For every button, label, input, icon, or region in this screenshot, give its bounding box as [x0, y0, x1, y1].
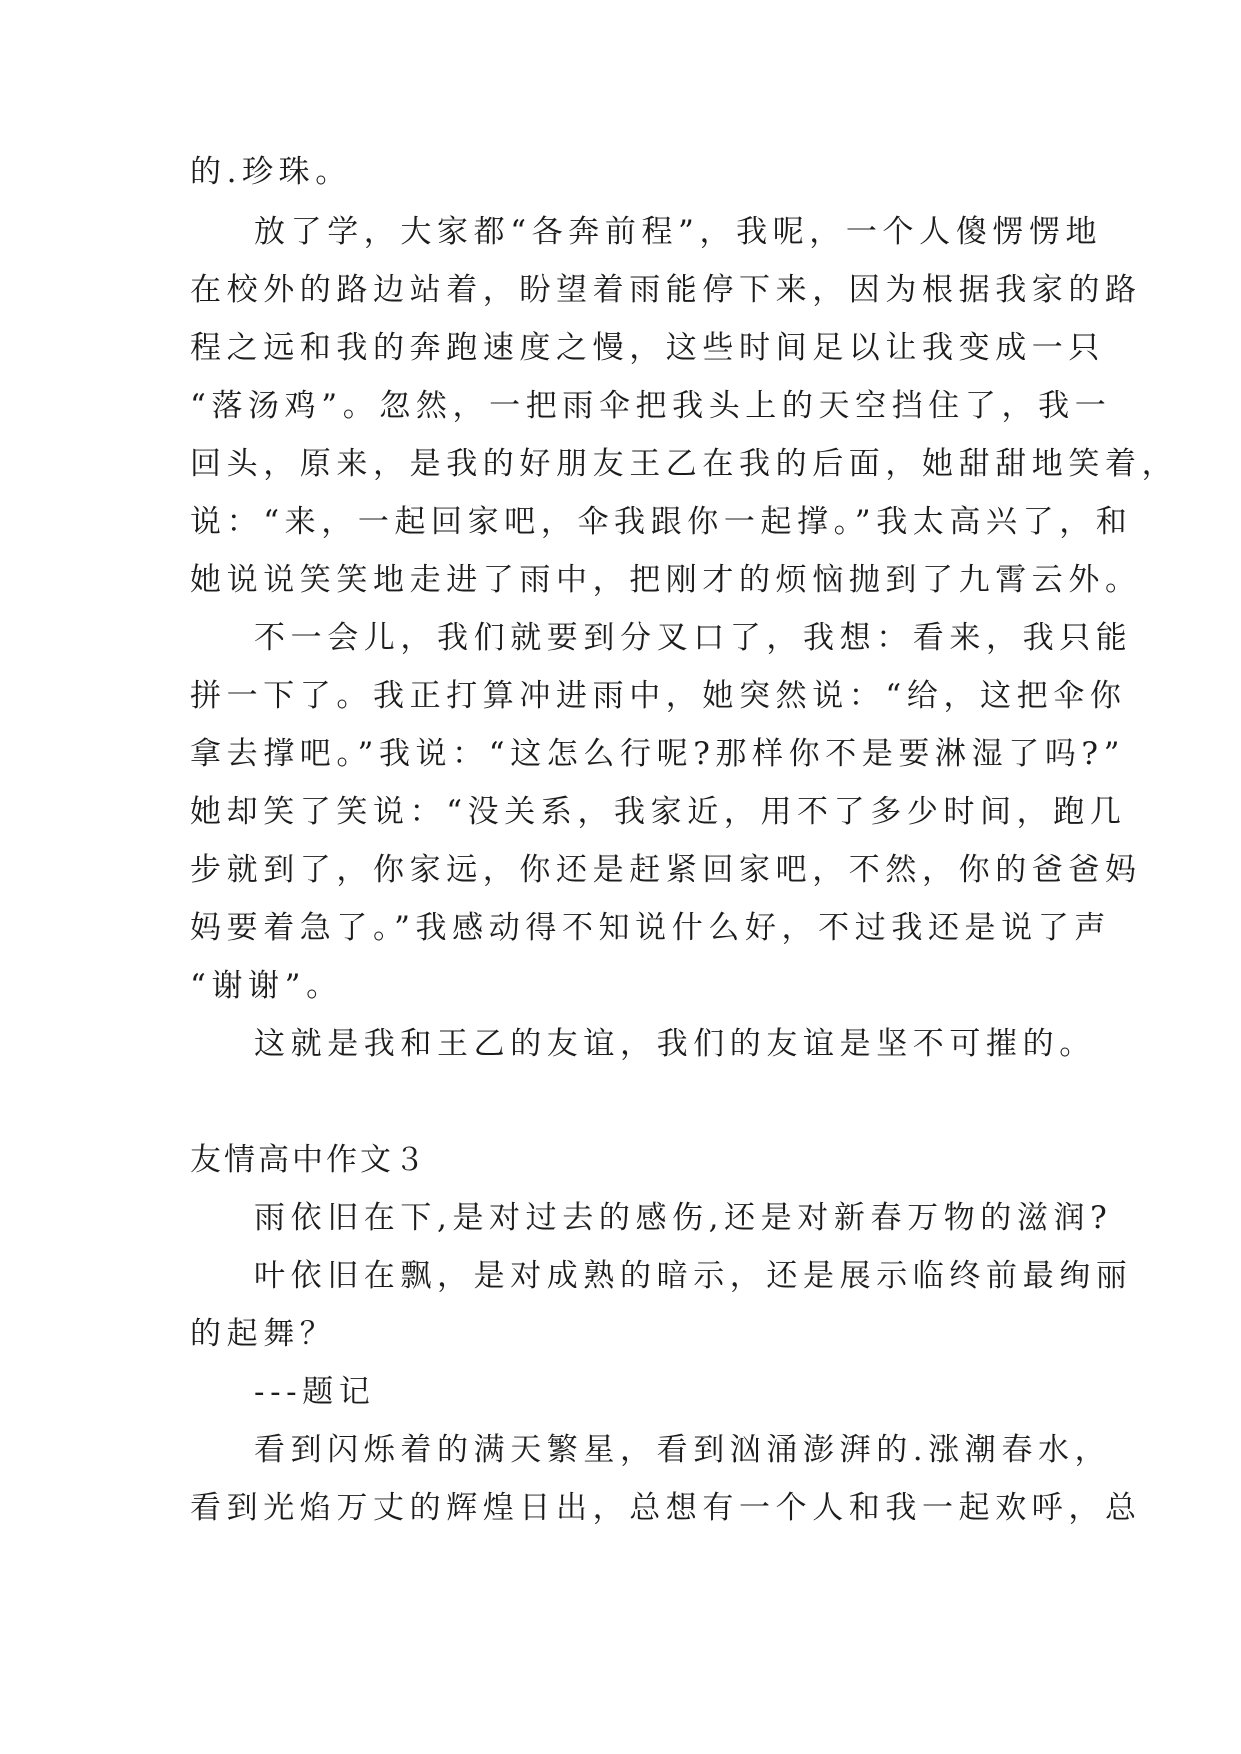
text-line: “谢谢”。	[190, 968, 343, 1004]
text-line: 说：“来，一起回家吧，伞我跟你一起撑。”我太高兴了，和	[190, 504, 1133, 540]
paragraph-first-line: 不一会儿，我们就要到分叉口了，我想：看来，我只能	[254, 620, 1133, 656]
text-line: 她说说笑笑地走进了雨中，把刚才的烦恼抛到了九霄云外。	[190, 562, 1142, 598]
paragraph-first-line: 雨依旧在下,是对过去的感伤,还是对新春万物的滋润?	[254, 1200, 1113, 1236]
text-line: 在校外的路边站着，盼望着雨能停下来，因为根据我家的路	[190, 272, 1142, 308]
text-line: 拼一下了。我正打算冲进雨中，她突然说：“给，这把伞你	[190, 678, 1127, 714]
text-line: 回头，原来，是我的好朋友王乙在我的后面，她甜甜地笑着，	[190, 446, 1179, 482]
text-line: 的.珍珠。	[190, 154, 352, 190]
paragraph-first-line: 叶依旧在飘，是对成熟的暗示，还是展示临终前最绚丽	[254, 1258, 1133, 1294]
text-line: “落汤鸡”。忽然，一把雨伞把我头上的天空挡住了，我一	[190, 388, 1112, 424]
text-line: 妈要着急了。”我感动得不知说什么好，不过我还是说了声	[190, 910, 1111, 946]
text-line: 的起舞？	[190, 1316, 337, 1352]
text-line: 步就到了，你家远，你还是赶紧回家吧，不然，你的爸爸妈	[190, 852, 1142, 888]
text-line: 她却笑了笑说：“没关系，我家近，用不了多少时间，跑几	[190, 794, 1127, 830]
epigraph-signature: ---题记	[254, 1374, 376, 1410]
section-heading: 友情高中作文３	[190, 1142, 428, 1178]
text-line: 看到光焰万丈的辉煌日出，总想有一个人和我一起欢呼，总	[190, 1490, 1142, 1526]
text-line: 程之远和我的奔跑速度之慢，这些时间足以让我变成一只	[190, 330, 1105, 366]
text-line: 拿去撑吧。”我说：“这怎么行呢?那样你不是要淋湿了吗?”	[190, 736, 1126, 772]
paragraph-first-line: 这就是我和王乙的友谊，我们的友谊是坚不可摧的。	[254, 1026, 1096, 1062]
paragraph-first-line: 放了学，大家都“各奔前程”，我呢，一个人傻愣愣地	[254, 214, 1103, 250]
paragraph-first-line: 看到闪烁着的满天繁星，看到汹涌澎湃的.涨潮春水，	[254, 1432, 1112, 1468]
